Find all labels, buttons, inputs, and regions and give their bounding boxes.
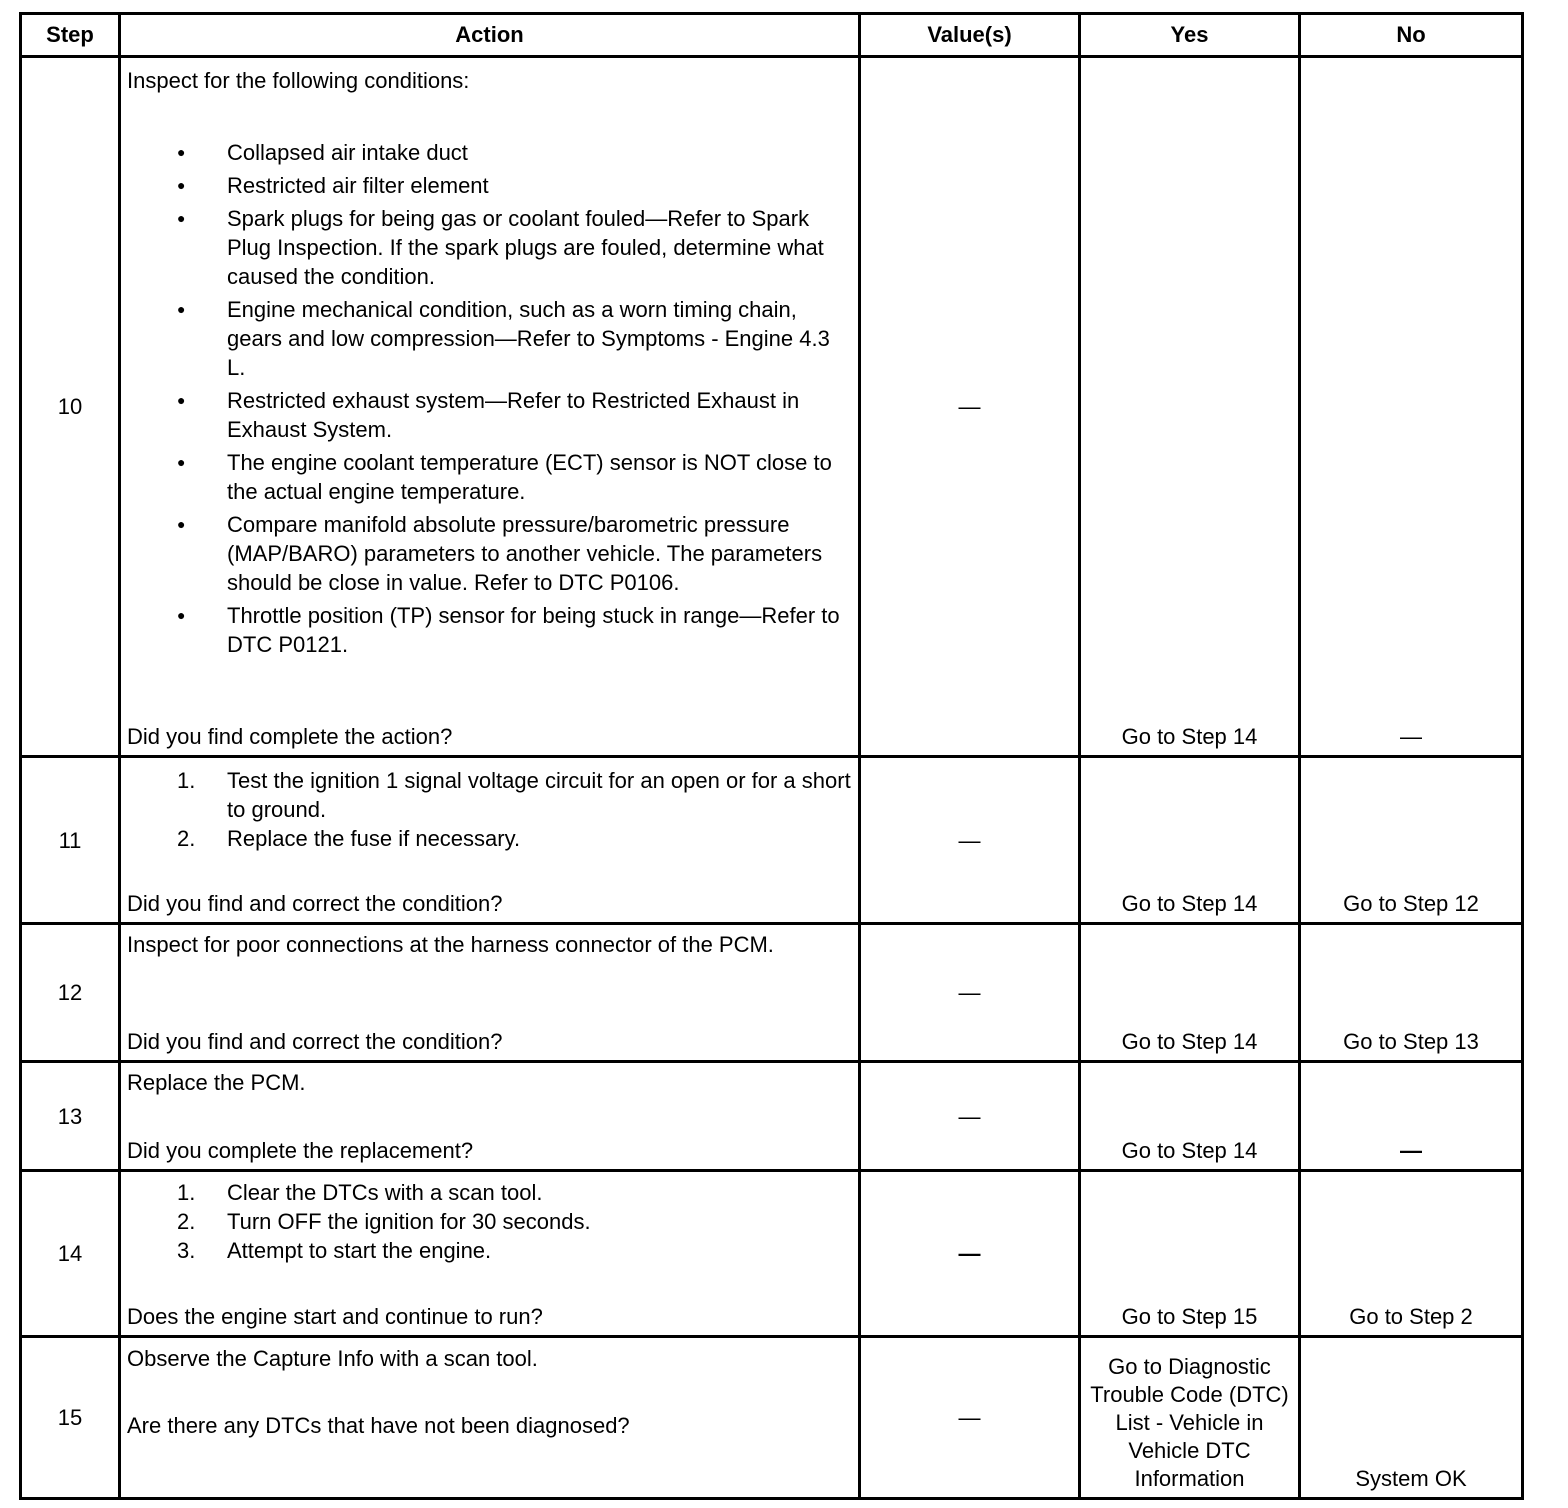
yes-cell: Go to Step 14 [1080, 757, 1300, 924]
no-cell: — [1300, 57, 1523, 757]
table-row [21, 757, 1523, 924]
action-cell [120, 924, 860, 1062]
yes-link-text: Go to Diagnostic Trouble Code (DTC) List - Vehicle in Vehicle DTC Information [1090, 1354, 1289, 1491]
no-cell: Go to Step 2 [1300, 1171, 1523, 1337]
action-cell [120, 757, 860, 924]
yes-cell: Go to Step 14 [1080, 1062, 1300, 1171]
value-cell: — [860, 1062, 1080, 1171]
list-item: 2. Turn OFF the ignition for 30 seconds. [177, 1209, 591, 1234]
value-cell: — [860, 57, 1080, 757]
action-cell [120, 1171, 860, 1337]
yes-cell: Go to Step 14 [1080, 57, 1300, 757]
list-item: 2. Replace the fuse if necessary. [177, 826, 521, 851]
value-cell: — [860, 1171, 1080, 1337]
value-cell: — [860, 1337, 1080, 1499]
list-item: ● Restricted exhaust system—Refer to Restricted Exhaust in Exhaust System. [127, 386, 852, 444]
list-item: ● Throttle position (TP) sensor for being stuck in range—Refer to DTC P0121. [127, 601, 852, 659]
list-item: 1. Test the ignition 1 signal voltage circuit for an open or for a short to ground. [177, 768, 851, 822]
action-intro: Inspect for the following conditions: [127, 68, 470, 93]
action-question: Did you complete the replacement? [127, 1138, 474, 1163]
action-intro: Replace the PCM. [127, 1070, 306, 1095]
diagnostic-table [19, 12, 1524, 1500]
step-number: 11 [21, 757, 120, 924]
action-question: Does the engine start and continue to run? [127, 1304, 543, 1329]
header-yes: Yes [1080, 14, 1300, 57]
procedure-list [127, 766, 852, 853]
action-intro: Observe the Capture Info with a scan tool. [127, 1346, 538, 1371]
step-number: 15 [21, 1337, 120, 1499]
step-number: 13 [21, 1062, 120, 1171]
list-item: ● The engine coolant temperature (ECT) sensor is NOT close to the actual engine temperature. [127, 448, 852, 506]
table-row [21, 57, 1523, 757]
step-number: 14 [21, 1171, 120, 1337]
header-action: Action [120, 14, 860, 57]
no-cell: Go to Step 13 [1300, 924, 1523, 1062]
no-cell: System OK [1300, 1337, 1523, 1499]
action-question: Are there any DTCs that have not been diagnosed? [127, 1413, 630, 1438]
no-cell: — [1300, 1062, 1523, 1171]
step-number: 10 [21, 57, 120, 757]
action-cell [120, 57, 860, 757]
action-question: Did you find and correct the condition? [127, 1029, 503, 1054]
table-row [21, 1337, 1523, 1499]
list-item: ● Collapsed air intake duct [127, 138, 852, 167]
header-row [21, 14, 1523, 57]
list-item: ● Engine mechanical condition, such as a worn timing chain, gears and low compression—Refer to Symptoms - Engine 4.3 L. [127, 295, 852, 382]
action-intro: Inspect for poor connections at the harness connector of the PCM. [127, 932, 774, 957]
table-row [21, 1171, 1523, 1337]
no-cell: Go to Step 12 [1300, 757, 1523, 924]
action-cell [120, 1337, 860, 1499]
action-question: Did you find and correct the condition? [127, 891, 503, 916]
table-row [21, 1062, 1523, 1171]
yes-cell: Go to Step 15 [1080, 1171, 1300, 1337]
action-cell [120, 1062, 860, 1171]
table-row [21, 924, 1523, 1062]
list-item: ● Spark plugs for being gas or coolant fouled—Refer to Spark Plug Inspection. If the spark plugs are fouled, determine what caused the condition. [127, 204, 852, 291]
list-item: 3. Attempt to start the engine. [177, 1238, 492, 1263]
header-step: Step [21, 14, 120, 57]
procedure-list [127, 1178, 852, 1265]
yes-cell: Go to Step 14 [1080, 924, 1300, 1062]
list-item: ● Restricted air filter element [127, 171, 852, 200]
step-number: 12 [21, 924, 120, 1062]
value-cell: — [860, 757, 1080, 924]
value-cell: — [860, 924, 1080, 1062]
header-no: No [1300, 14, 1523, 57]
list-item: 1. Clear the DTCs with a scan tool. [177, 1180, 543, 1205]
action-question: Did you find complete the action? [127, 724, 453, 749]
list-item: ● Compare manifold absolute pressure/barometric pressure (MAP/BARO) parameters to another vehicle. The parameters should be close in value. Refer to DTC P0106. [127, 510, 852, 597]
yes-cell [1080, 1337, 1300, 1499]
header-values: Value(s) [860, 14, 1080, 57]
condition-list [127, 138, 852, 663]
